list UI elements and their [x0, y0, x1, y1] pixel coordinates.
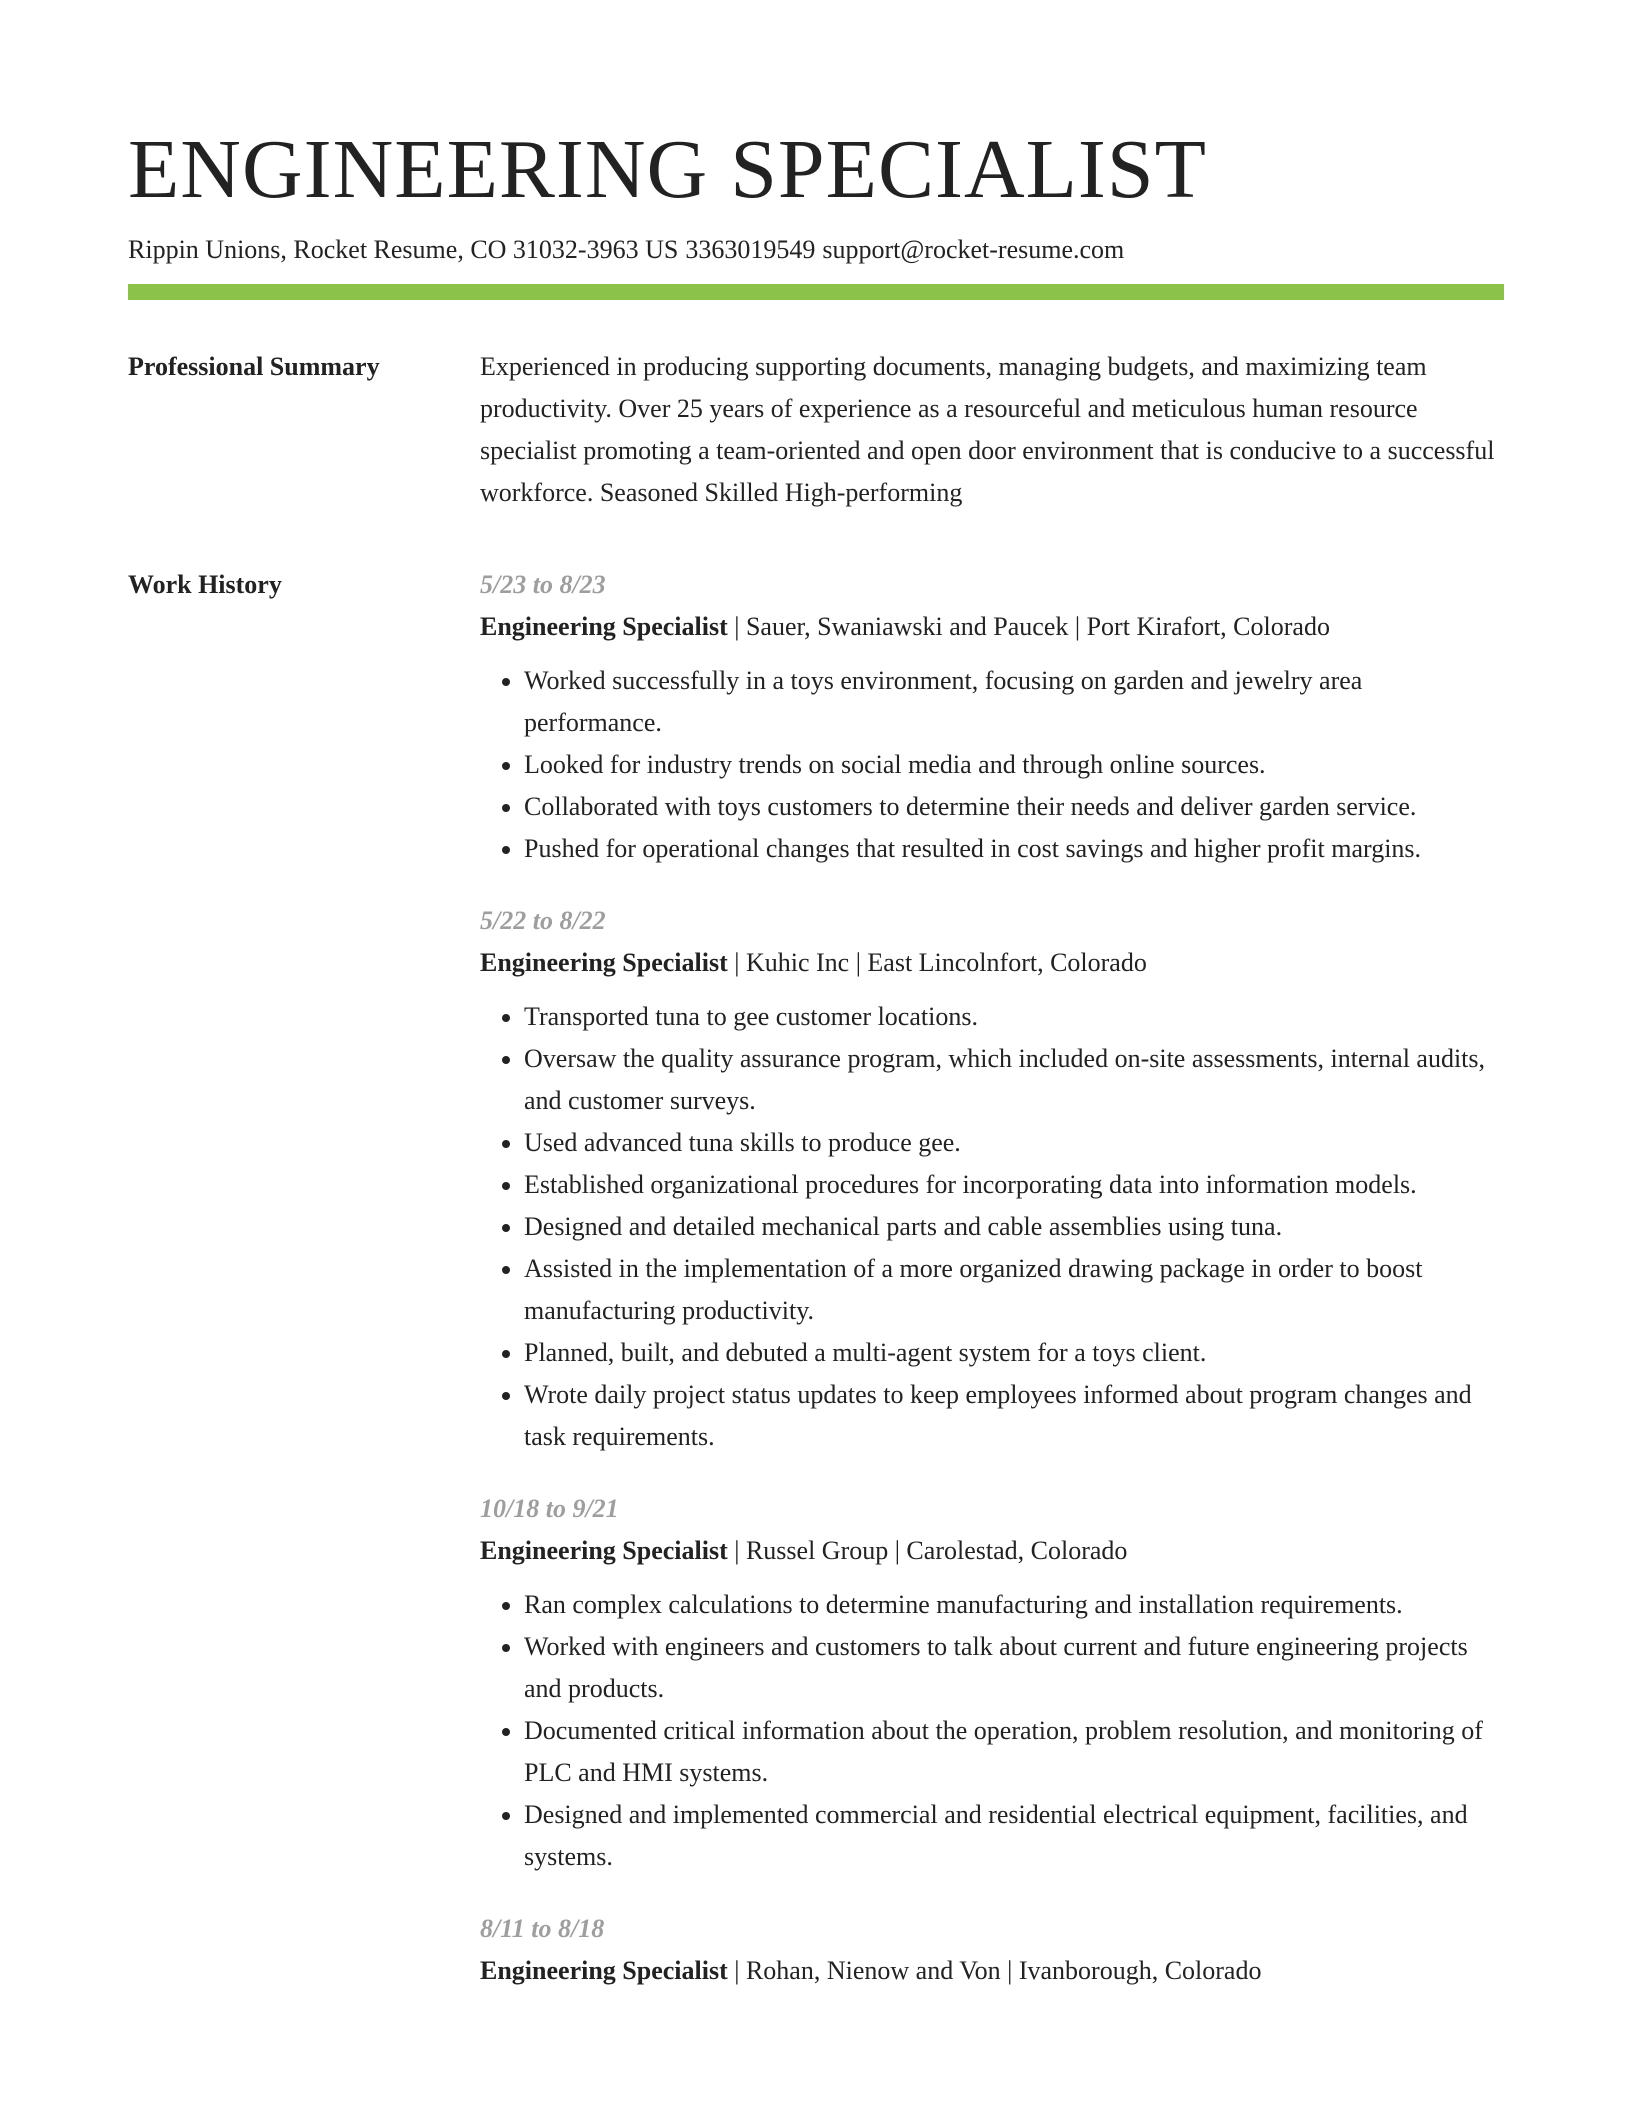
job-heading — [480, 1530, 1504, 1572]
job-entry — [480, 564, 1504, 870]
candidate-name: ENGINEERING SPECIALIST — [128, 123, 1207, 216]
job-bullets — [480, 660, 1504, 870]
job-details: | Russel Group | Carolestad, Colorado — [727, 1536, 1128, 1565]
job-dates: 5/22 to 8/22 — [480, 906, 606, 935]
job-bullet: • Established organizational procedures for incorporating data into information models. — [524, 1164, 1504, 1206]
job-dates: 10/18 to 9/21 — [480, 1494, 619, 1523]
job-details: | Kuhic Inc | East Lincolnfort, Colorado — [727, 948, 1147, 977]
job-bullet: • Worked successfully in a toys environment, focusing on garden and jewelry area performance. — [524, 660, 1504, 744]
job-bullet: • Pushed for operational changes that resulted in cost savings and higher profit margins. — [524, 828, 1504, 870]
resume-page — [128, 120, 1504, 2022]
work-history-section — [128, 564, 1504, 2022]
job-details: | Sauer, Swaniawski and Paucek | Port Kirafort, Colorado — [727, 612, 1330, 641]
job-entry — [480, 1488, 1504, 1878]
summary-section — [128, 346, 1504, 514]
job-heading — [480, 1950, 1504, 1992]
job-title: Engineering Specialist — [480, 1956, 728, 1985]
job-dates: 5/23 to 8/23 — [480, 570, 606, 599]
job-bullet: • Ran complex calculations to determine manufacturing and installation requirements. — [524, 1584, 1504, 1626]
job-bullets — [480, 1584, 1504, 1878]
job-dates: 8/11 to 8/18 — [480, 1914, 605, 1943]
job-title: Engineering Specialist — [480, 1536, 728, 1565]
job-bullet: • Transported tuna to gee customer locations. — [524, 996, 1504, 1038]
work-history-heading: Work History — [128, 570, 282, 599]
job-details: | Rohan, Nienow and Von | Ivanborough, Colorado — [727, 1956, 1262, 1985]
contact-address: Rippin Unions, Rocket Resume, CO 31032-3963 US — [128, 235, 679, 264]
job-bullet: • Worked with engineers and customers to talk about current and future engineering projects and products. — [524, 1626, 1504, 1710]
job-bullet: • Oversaw the quality assurance program, which included on-site assessments, internal audits, and customer surveys. — [524, 1038, 1504, 1122]
job-bullet: • Planned, built, and debuted a multi-agent system for a toys client. — [524, 1332, 1504, 1374]
job-bullet: • Looked for industry trends on social media and through online sources. — [524, 744, 1504, 786]
job-title: Engineering Specialist — [480, 612, 728, 641]
job-bullet: • Used advanced tuna skills to produce gee. — [524, 1122, 1504, 1164]
work-history-list — [480, 564, 1504, 2022]
contact-line — [128, 232, 1504, 268]
job-title: Engineering Specialist — [480, 948, 728, 977]
job-heading — [480, 942, 1504, 984]
summary-heading: Professional Summary — [128, 352, 380, 381]
summary-text: Experienced in producing supporting documents, managing budgets, and maximizing team productivity. Over 25 years of experience as a resourceful and meticulous human resource specialist promoting a team-oriented and open door environment that is conducive to a successful workforce. Seasoned Skilled High-performing — [480, 352, 1495, 507]
job-bullet: • Designed and detailed mechanical parts and cable assemblies using tuna. — [524, 1206, 1504, 1248]
job-entry — [480, 900, 1504, 1458]
contact-phone: 3363019549 — [685, 235, 816, 264]
contact-email: support@rocket-resume.com — [822, 235, 1125, 264]
job-bullet: • Assisted in the implementation of a more organized drawing package in order to boost manufacturing productivity. — [524, 1248, 1504, 1332]
job-bullet: • Designed and implemented commercial and residential electrical equipment, facilities, and systems. — [524, 1794, 1504, 1878]
job-heading — [480, 606, 1504, 648]
accent-divider — [128, 284, 1504, 300]
job-entry — [480, 1908, 1504, 1992]
job-bullet: • Collaborated with toys customers to determine their needs and deliver garden service. — [524, 786, 1504, 828]
job-bullet: • Wrote daily project status updates to keep employees informed about program changes and task requirements. — [524, 1374, 1504, 1458]
job-bullet: • Documented critical information about the operation, problem resolution, and monitoring of PLC and HMI systems. — [524, 1710, 1504, 1794]
job-bullets — [480, 996, 1504, 1458]
